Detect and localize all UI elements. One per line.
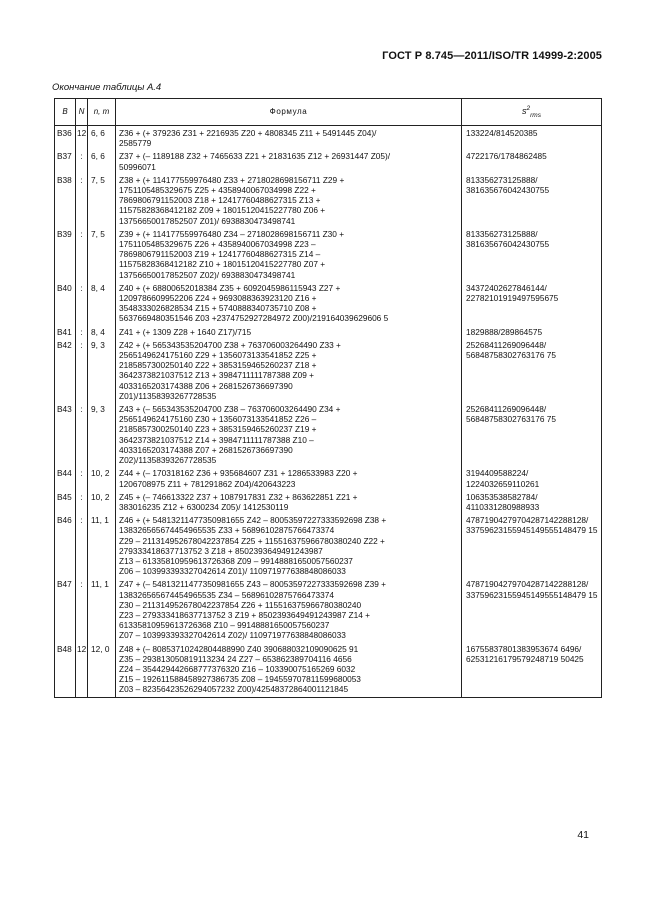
formula-line: 2185857300250140 Z23 + 3853159465260237 Z19 + [119,424,317,435]
srms-line: 813356273125888/ [466,174,538,185]
formula-table [54,98,602,698]
srms-line: 33759623155945149555148479 15 [466,525,598,536]
formula-line: Z02)/11358393267728535 [119,455,217,466]
formula-line: Z43 + (– 565343535204700 Z38 – 763706003264490 Z34 + [119,404,341,415]
cell-nm: 12, 0 [88,643,116,698]
cell-n: : [76,339,88,403]
cell-srms [462,578,602,642]
cell-nm: 11, 1 [88,578,116,642]
cell-nm: 7, 5 [88,228,116,282]
document-header: ГОСТ Р 8.745—2011/ISO/TR 14999-2:2005 [382,50,602,62]
formula-line: 2585779 [119,138,152,149]
table-row [55,150,602,173]
srms-line: 62531216179579248719 50425 [466,653,584,664]
cell-n: 12 [76,126,88,151]
formula-line: Z39 + (+ 114177559976480 Z34 – 2718028698156711 Z30 + [119,228,345,239]
formula-line: 11575828368412182 Z10 + 18015120415227780 Z07 + [119,259,326,270]
table-row [55,326,602,339]
cell-n: : [76,282,88,326]
cell-formula [116,578,462,642]
cell-srms [462,491,602,514]
cell-n: : [76,150,88,173]
cell-formula [116,282,462,326]
srms-line: 4722176/1784862485 [466,151,547,162]
cell-n: 12 [76,643,88,698]
table-body [55,126,602,698]
cell-nm: 10, 2 [88,467,116,490]
cell-n: : [76,514,88,578]
formula-line: 1209786609952206 Z24 + 9693088363923120 Z16 + [119,293,317,304]
formula-line: Z44 + (– 170318162 Z36 + 935684607 Z31 + 1286533983 Z20 + [119,468,358,479]
srms-line: 56848758302763176 75 [466,414,556,425]
cell-formula [116,514,462,578]
formula-line: Z37 + (– 1189188 Z32 + 7465633 Z21 + 21831635 Z12 + 26931447 Z05)/ [119,151,391,162]
column-header-b: B [55,99,76,126]
table-row [55,339,602,403]
cell-srms [462,150,602,173]
cell-nm: 9, 3 [88,339,116,403]
formula-line: 3642373821037512 Z13 + 3984711111787388 Z09 + [119,370,315,381]
cell-nm: 11, 1 [88,514,116,578]
cell-nm: 6, 6 [88,150,116,173]
srms-line: 47871904279704287142288128/ [466,515,589,526]
srms-line: 33759623155945149555148479 15 [466,589,598,600]
cell-b: B44 [55,467,76,490]
cell-formula [116,174,462,228]
formula-line: 138326565674454965535 Z34 – 56896102875766473374 [119,589,335,600]
formula-line: Z41 + (+ 1309 Z28 + 1640 Z17)/715 [119,326,252,337]
table-row [55,174,602,228]
cell-n: : [76,578,88,642]
formula-line: Z47 + (– 54813211477350981655 Z43 – 80053597227333592698 Z39 + [119,579,386,590]
cell-n: : [76,467,88,490]
cell-nm: 8, 4 [88,282,116,326]
cell-formula [116,339,462,403]
formula-line: Z13 – 61335810959613726368 Z09 – 99148881650057560237 [119,555,353,566]
cell-formula [116,403,462,467]
srms-line: 16755837801383953674 6496/ [466,643,582,654]
formula-line: Z42 + (+ 565343535204700 Z38 + 763706003264490 Z33 + [119,339,341,350]
cell-nm: 9, 3 [88,403,116,467]
cell-nm: 7, 5 [88,174,116,228]
cell-b: B39 [55,228,76,282]
formula-line: 383016235 Z12 + 6300234 Z05)/ 1412530119 [119,501,289,512]
formula-line: 4033165203174388 Z06 + 2681526736697390 [119,380,293,391]
cell-srms [462,174,602,228]
cell-b: B43 [55,403,76,467]
srms-line: 4110331280988933 [466,501,540,512]
page-number: 41 [577,829,589,841]
formula-line: Z30 – 211314952678042237854 Z26 + 115516375966780380240 [119,599,362,610]
srms-line: 47871904279704287142288128/ [466,579,589,590]
srms-line: 1224032659110261 [466,478,540,489]
formula-line: 13756650017852507 Z02)/ 6938830473498741 [119,269,296,280]
table-caption: Окончание таблицы А.4 [52,82,162,93]
srms-line: 1829888/289864575 [466,326,543,337]
formula-line: 7869806791152003 Z19 + 12417760488627315 Z14 – [119,249,321,260]
srms-line: 22782101919497595675 [466,293,559,304]
formula-line: Z15 – 192611588458927386735 Z08 – 194559707811599680053 [119,674,361,685]
srms-line: 3194409588224/ [466,468,529,479]
formula-line: Z46 + (+ 54813211477350981655 Z42 – 80053597227333592698 Z38 + [119,515,387,526]
srms-symbol: $s^2_{rms}$ [522,104,541,119]
cell-b: B47 [55,578,76,642]
cell-formula [116,228,462,282]
cell-formula [116,150,462,173]
srms-line: 34372402627846144/ [466,282,547,293]
cell-srms [462,403,602,467]
formula-line: 1751105485329675 Z26 + 4358940067034998 Z23 – [119,239,316,250]
cell-n: : [76,491,88,514]
table-row [55,578,602,642]
cell-nm: 8, 4 [88,326,116,339]
cell-srms [462,467,602,490]
formula-line: Z29 – 211314952678042237854 Z25 + 115516375966780380240 Z22 + [119,535,385,546]
formula-line: Z45 + (– 746613322 Z37 + 1087917831 Z32 + 863622851 Z21 + [119,491,358,502]
srms-line: 56848758302763176 75 [466,350,556,361]
column-header-srms [462,99,602,126]
formula-line: 2565149624175160 Z29 + 1356073133541852 Z25 + [119,350,317,361]
cell-b: B46 [55,514,76,578]
cell-n: : [76,403,88,467]
cell-srms [462,339,602,403]
table-row [55,228,602,282]
formula-line: 4033165203174388 Z07 + 2681526736697390 [119,444,293,455]
cell-b: B36 [55,126,76,151]
formula-line: 61335810959613726368 Z10 – 99148881650057560237 [119,620,330,631]
table-row [55,282,602,326]
cell-n: : [76,326,88,339]
column-header-nm: n, m [88,99,116,126]
cell-n: : [76,174,88,228]
column-header-formula: Формула [116,99,462,126]
srms-line: 25268411269096448/ [466,404,547,415]
formula-line: Z36 + (+ 379236 Z31 + 2216935 Z20 + 4808345 Z11 + 5491445 Z04)/ [119,128,377,138]
cell-formula [116,491,462,514]
cell-nm: 6, 6 [88,126,116,151]
table-header-row [55,99,602,126]
cell-formula [116,126,462,151]
srms-line: 133224/814520385 [466,128,538,138]
formula-line: 138326565674454965535 Z33 + 56896102875766473374 [119,525,335,536]
srms-line: 25268411269096448/ [466,339,547,350]
cell-b: B40 [55,282,76,326]
table-row [55,126,602,151]
cell-srms [462,643,602,698]
formula-line: Z48 + (– 80853710242804488990 Z40 390688032109090625 91 [119,643,359,654]
cell-srms [462,126,602,151]
formula-line: Z03 – 82356423526294057232 Z00)/42548372864001121845 [119,684,349,695]
formula-line: Z35 – 293813050819113234 24 Z27 – 653862389704116 4656 [119,653,352,664]
formula-line: Z23 – 279333418637713752 3 Z19 + 8502393649491243987 Z14 + [119,609,370,620]
formula-line: 279333418637713752 3 Z18 + 8502393649491243987 [119,545,323,556]
table-row [55,467,602,490]
formula-line: 50996071 [119,161,156,172]
formula-line: Z01)/11358393267728535 [119,390,217,401]
formula-line: Z06 – 103993393327042614 Z01)/ 110971977638848086033 [119,566,346,577]
formula-line: Z40 + (+ 68800652018384 Z35 + 6092045986115943 Z27 + [119,282,341,293]
formula-line: Z07 – 103993393327042614 Z02)/ 110971977638848086033 [119,630,346,641]
cell-formula [116,326,462,339]
cell-srms [462,326,602,339]
formula-line: 3642373821037512 Z14 + 3984711111787388 Z10 – [119,434,314,445]
formula-line: 1751105485329675 Z25 + 4358940067034998 Z22 + [119,185,316,196]
formula-line: Z38 + (+ 114177559976480 Z33 + 2718028698156711 Z29 + [119,174,345,185]
formula-line: Z24 – 354429442668777376320 Z16 – 103390075165269 6032 [119,663,356,674]
column-header-n: N [76,99,88,126]
table-row [55,491,602,514]
formula-line: 13756650017852507 Z01)/ 6938830473498741 [119,215,296,226]
formula-line: 7869806791152003 Z18 + 12417760488627315 Z13 + [119,195,321,206]
srms-line: 381635676042430755 [466,239,550,250]
table-row [55,403,602,467]
formula-line: 1206708975 Z11 + 781291862 Z04)/420643223 [119,478,296,489]
cell-b: B38 [55,174,76,228]
cell-srms [462,228,602,282]
table-row [55,514,602,578]
formula-line: 2565149624175160 Z30 + 1356073133541852 Z26 – [119,414,317,425]
cell-formula [116,467,462,490]
table-row [55,643,602,698]
formula-table-container [54,98,601,698]
srms-line: 381635676042430755 [466,185,550,196]
cell-formula [116,643,462,698]
formula-line: 2185857300250140 Z22 + 3853159465260237 Z18 + [119,360,317,371]
cell-n: : [76,228,88,282]
formula-line: 11575828368412182 Z09 + 18015120415227780 Z06 + [119,205,326,216]
cell-srms [462,282,602,326]
cell-nm: 10, 2 [88,491,116,514]
srms-line: 106353538582784/ [466,491,538,502]
formula-line: 3548333026828534 Z15 + 5740888340735710 Z08 + [119,303,317,314]
cell-b: B48 [55,643,76,698]
cell-b: B41 [55,326,76,339]
cell-b: B37 [55,150,76,173]
cell-b: B45 [55,491,76,514]
cell-srms [462,514,602,578]
formula-line: 5637669480351546 Z03 +2374752927284972 Z00)/219164039629606 5 [119,313,389,324]
cell-b: B42 [55,339,76,403]
srms-line: 813356273125888/ [466,228,538,239]
